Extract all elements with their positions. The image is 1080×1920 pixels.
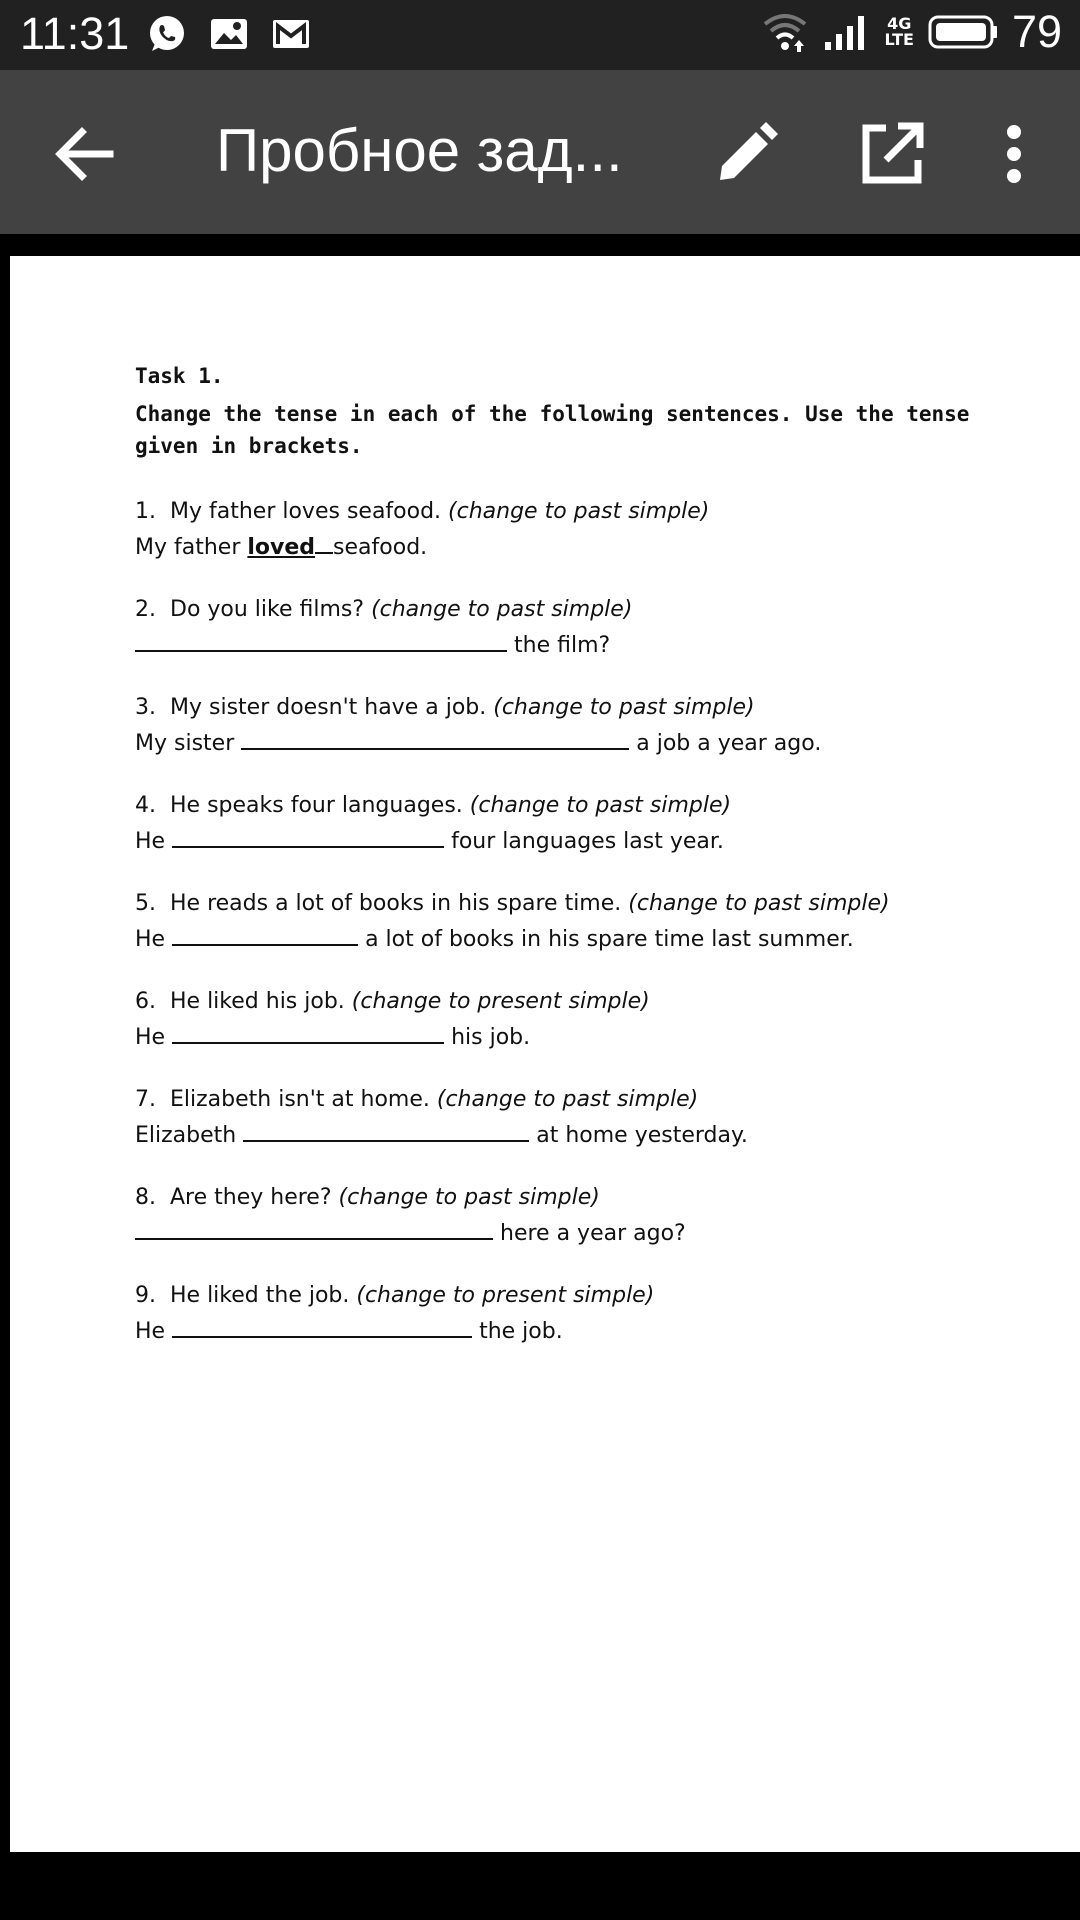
answer-suffix: seafood.: [333, 535, 428, 560]
exercise-question: [135, 1084, 1005, 1116]
exercise-question: [135, 986, 1005, 1018]
exercise-answer: [135, 724, 1005, 760]
answer-blank[interactable]: [172, 920, 358, 946]
answer-blank[interactable]: [315, 528, 333, 554]
open-external-button[interactable]: [852, 114, 932, 194]
exercise-sentence: My sister doesn't have a job.: [170, 695, 487, 720]
notification-icons: [146, 13, 312, 55]
exercise-answer: [135, 1214, 1005, 1250]
exercise-item: [135, 888, 1005, 956]
answer-blank[interactable]: [172, 1018, 444, 1044]
open-in-new-icon: [852, 114, 932, 194]
exercise-hint: (change to present simple): [356, 1283, 655, 1308]
exercise-item: [135, 594, 1005, 662]
network-type: [885, 16, 914, 48]
answer-prefix: He: [135, 927, 166, 952]
answer-suffix: at home yesterday.: [536, 1123, 748, 1148]
exercise-sentence: Elizabeth isn't at home.: [170, 1087, 430, 1112]
exercise-number: 6.: [135, 989, 156, 1014]
answer-filled: loved: [247, 535, 316, 560]
exercise-answer: [135, 822, 1005, 858]
document-content: [135, 364, 1005, 1378]
back-button[interactable]: [44, 114, 124, 194]
gmail-icon: [270, 13, 312, 55]
system-icons: [761, 6, 1062, 58]
exercise-question: [135, 1280, 1005, 1312]
gallery-icon: [208, 13, 250, 55]
exercise-answer: [135, 626, 1005, 662]
network-type-bottom: LTE: [884, 30, 914, 49]
exercise-item: [135, 790, 1005, 858]
arrow-left-icon: [44, 114, 124, 194]
answer-suffix: his job.: [451, 1025, 531, 1050]
answer-prefix: He: [135, 1319, 166, 1344]
exercise-hint: (change to past simple): [436, 1087, 699, 1112]
exercise-sentence: He speaks four languages.: [170, 793, 463, 818]
pencil-icon: [706, 114, 786, 194]
status-time: 11:31: [20, 8, 130, 59]
exercise-number: 3.: [135, 695, 156, 720]
answer-prefix: Elizabeth: [135, 1123, 237, 1148]
exercise-number: 2.: [135, 597, 156, 622]
exercise-hint: (change to past simple): [338, 1185, 600, 1210]
exercise-hint: (change to past simple): [371, 597, 633, 622]
answer-suffix: a lot of books in his spare time last summer.: [365, 927, 854, 952]
whatsapp-icon: [146, 13, 188, 55]
more-vert-icon: [994, 114, 1034, 194]
exercise-hint: (change to past simple): [469, 793, 732, 818]
exercise-answer: [135, 920, 1005, 956]
exercise-answer: [135, 1312, 1005, 1348]
answer-blank[interactable]: [241, 724, 629, 750]
exercise-list: [135, 496, 1005, 1348]
answer-blank[interactable]: [135, 626, 507, 652]
document-title: Пробное зад...: [216, 117, 623, 184]
exercise-item: [135, 496, 1005, 564]
task-instruction: Change the tense in each of the following sentences. Use the tense given in brackets.: [135, 402, 970, 458]
app-toolbar: [0, 70, 1080, 234]
battery-percent: 79: [1011, 6, 1062, 57]
exercise-question: [135, 1182, 1005, 1214]
exercise-sentence: Are they here?: [170, 1185, 332, 1210]
task-title: Task 1.: [135, 364, 224, 388]
answer-suffix: the job.: [479, 1319, 563, 1344]
exercise-number: 1.: [135, 499, 156, 524]
battery-icon: [928, 14, 998, 50]
exercise-sentence: Do you like films?: [170, 597, 365, 622]
signal-icon: [823, 12, 871, 52]
answer-blank[interactable]: [172, 1312, 472, 1338]
exercise-item: [135, 1280, 1005, 1348]
status-bar: [0, 0, 1080, 70]
exercise-question: [135, 594, 1005, 626]
exercise-number: 9.: [135, 1283, 156, 1308]
exercise-item: [135, 1084, 1005, 1152]
wifi-icon: [761, 10, 809, 54]
exercise-number: 7.: [135, 1087, 156, 1112]
exercise-number: 8.: [135, 1185, 156, 1210]
exercise-question: [135, 790, 1005, 822]
exercise-item: [135, 986, 1005, 1054]
network-type-top: 4G: [887, 14, 912, 33]
answer-blank[interactable]: [135, 1214, 493, 1240]
exercise-sentence: My father loves seafood.: [170, 499, 442, 524]
exercise-item: [135, 692, 1005, 760]
answer-suffix: a job a year ago.: [636, 731, 822, 756]
exercise-question: [135, 888, 1005, 920]
answer-suffix: here a year ago?: [500, 1221, 686, 1246]
exercise-number: 4.: [135, 793, 156, 818]
exercise-sentence: He liked the job.: [170, 1283, 350, 1308]
exercise-hint: (change to past simple): [493, 695, 755, 720]
answer-suffix: four languages last year.: [451, 829, 724, 854]
exercise-question: [135, 496, 1005, 528]
exercise-question: [135, 692, 1005, 724]
answer-prefix: He: [135, 1025, 166, 1050]
exercise-answer: [135, 1116, 1005, 1152]
answer-blank[interactable]: [243, 1116, 529, 1142]
exercise-answer: [135, 528, 1005, 564]
edit-button[interactable]: [706, 114, 786, 194]
exercise-number: 5.: [135, 891, 156, 916]
exercise-sentence: He reads a lot of books in his spare time.: [170, 891, 622, 916]
more-options-button[interactable]: [994, 114, 1034, 194]
answer-blank[interactable]: [172, 822, 444, 848]
exercise-item: [135, 1182, 1005, 1250]
exercise-answer: [135, 1018, 1005, 1054]
exercise-hint: (change to present simple): [351, 989, 650, 1014]
answer-prefix: My sister: [135, 731, 235, 756]
exercise-hint: (change to past simple): [448, 499, 710, 524]
answer-suffix: the film?: [514, 633, 611, 658]
answer-prefix: My father: [135, 535, 241, 560]
exercise-sentence: He liked his job.: [170, 989, 345, 1014]
document-page[interactable]: [10, 256, 1080, 1852]
answer-prefix: He: [135, 829, 166, 854]
exercise-hint: (change to past simple): [628, 891, 890, 916]
